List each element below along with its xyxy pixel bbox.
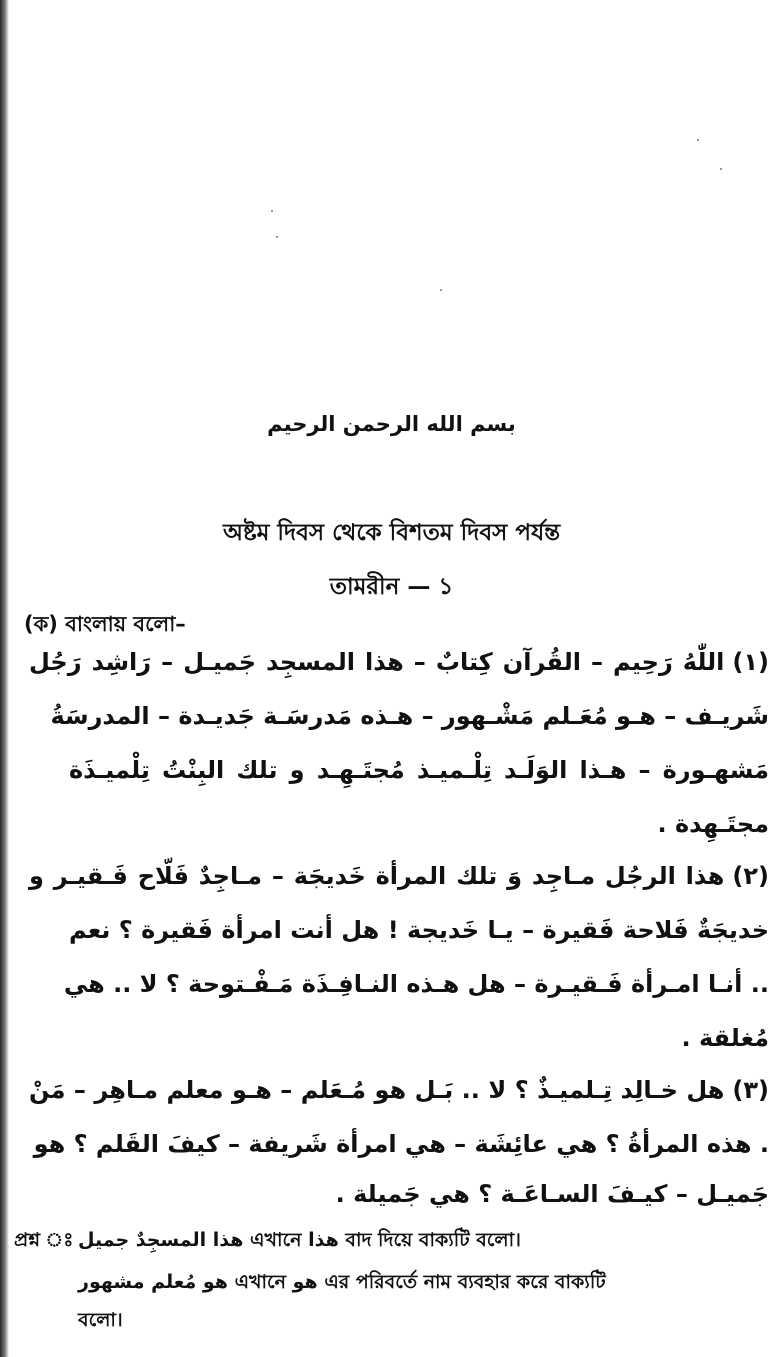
question-arabic-word: هذا bbox=[308, 1229, 339, 1251]
question-line-2 bbox=[14, 1268, 774, 1300]
paragraph-2-line-4 bbox=[69, 1024, 769, 1052]
question-text: বলো। bbox=[78, 1309, 123, 1331]
question-text: বাদ দিয়ে বাক্যটি বলো। bbox=[338, 1229, 521, 1251]
arabic-text: جَميـل – كيـفَ السـاعَـة ؟ هي جَميلة . bbox=[335, 1180, 769, 1208]
question-text: এর পরিবর্তে নাম ব্যবহার করে বাক্যটি bbox=[317, 1271, 606, 1293]
paragraph-1-line-1 bbox=[29, 648, 769, 676]
question-text: এখানে bbox=[234, 1271, 293, 1293]
page-binding-shadow bbox=[0, 0, 9, 1357]
question-line-3 bbox=[14, 1306, 774, 1338]
paragraph-3-line-1 bbox=[29, 1076, 769, 1104]
print-speck bbox=[697, 139, 699, 141]
arabic-text: .. أنـا امـرأة فَـقيـرة – هل هـذه النـافِـذَة مَـفْـتوحة ؟ لا .. هي bbox=[63, 970, 769, 998]
arabic-text: خديجَةٌ فَلاحة فَقيرة – يـا خَديجة ! هل أنت امرأة فَقيرة ؟ نعم bbox=[69, 916, 769, 944]
arabic-text: مَشهـورة – هـذا الوَلَـد تِلْـميـذ مُجتَـهِـد و تلك البِنْتُ تِلْميـذَة bbox=[69, 756, 769, 784]
basmala-heading: بسم الله الرحمن الرحيم bbox=[267, 412, 516, 436]
print-speck bbox=[276, 236, 278, 238]
paragraph-1-line-2 bbox=[50, 702, 769, 730]
paragraph-1-line-3 bbox=[69, 756, 769, 784]
question-block bbox=[14, 1226, 774, 1338]
question-arabic-word: هو bbox=[292, 1271, 318, 1293]
arabic-text: مُغلقة . bbox=[681, 1024, 769, 1052]
paragraph-1-number: (١) bbox=[732, 648, 769, 676]
print-speck bbox=[720, 168, 722, 170]
paragraph-2-line-2 bbox=[69, 916, 769, 944]
question-arabic-sentence-2: هو مُعلم مشهور bbox=[78, 1271, 228, 1293]
paragraph-2-number: (٢) bbox=[732, 862, 769, 890]
arabic-text: . هذه المرأةُ ؟ هي عائِشَة – هي امرأة شَريفة – كيفَ القَلم ؟ هو bbox=[33, 1130, 769, 1158]
chapter-title: অষ্টম দিবস থেকে বিশতম দিবস পর্যন্ত bbox=[222, 520, 561, 546]
instruction-label: (ক) বাংলায় বলো– bbox=[24, 612, 186, 636]
arabic-text: هذا الرجُل مـاجِد وَ تلك المرأة خَديجَة – مـاجِدٌ فَلّاح فَـقيـر و bbox=[29, 862, 725, 890]
paragraph-3-line-3 bbox=[69, 1180, 769, 1208]
paragraph-3-line-2 bbox=[33, 1130, 769, 1158]
arabic-text: اللّٰهُ رَحِيم – القُرآن كِتابٌ – هذا المسجِد جَميـل – رَاشِد رَجُل bbox=[29, 648, 725, 676]
exercise-title: তামরীন — ১ bbox=[329, 574, 454, 600]
print-speck bbox=[271, 210, 273, 212]
print-speck bbox=[440, 289, 442, 291]
question-arabic-sentence-1: هذا المسجِدٌ جميل bbox=[78, 1229, 244, 1251]
paragraph-3-number: (٣) bbox=[732, 1076, 769, 1104]
paragraph-2-line-1 bbox=[29, 862, 769, 890]
arabic-text: مجتَـهِدة . bbox=[657, 810, 769, 838]
arabic-text: شَريـف – هـو مُعَـلم مَشْـهور – هـذه مَدرسَـة جَديـدة – المدرسَةُ bbox=[50, 702, 769, 730]
paragraph-1-line-4 bbox=[69, 810, 769, 838]
question-text: এখানে bbox=[243, 1229, 309, 1251]
paragraph-2-line-3 bbox=[63, 970, 769, 998]
question-label: প্রশ্ন ঃ bbox=[14, 1229, 74, 1251]
question-line-1 bbox=[14, 1226, 774, 1258]
arabic-text: هل خـالِد تِـلميـذٌ ؟ لا .. بَـل هو مُـعَلم – هـو معلم مـاهِر – مَنْ bbox=[29, 1076, 725, 1104]
